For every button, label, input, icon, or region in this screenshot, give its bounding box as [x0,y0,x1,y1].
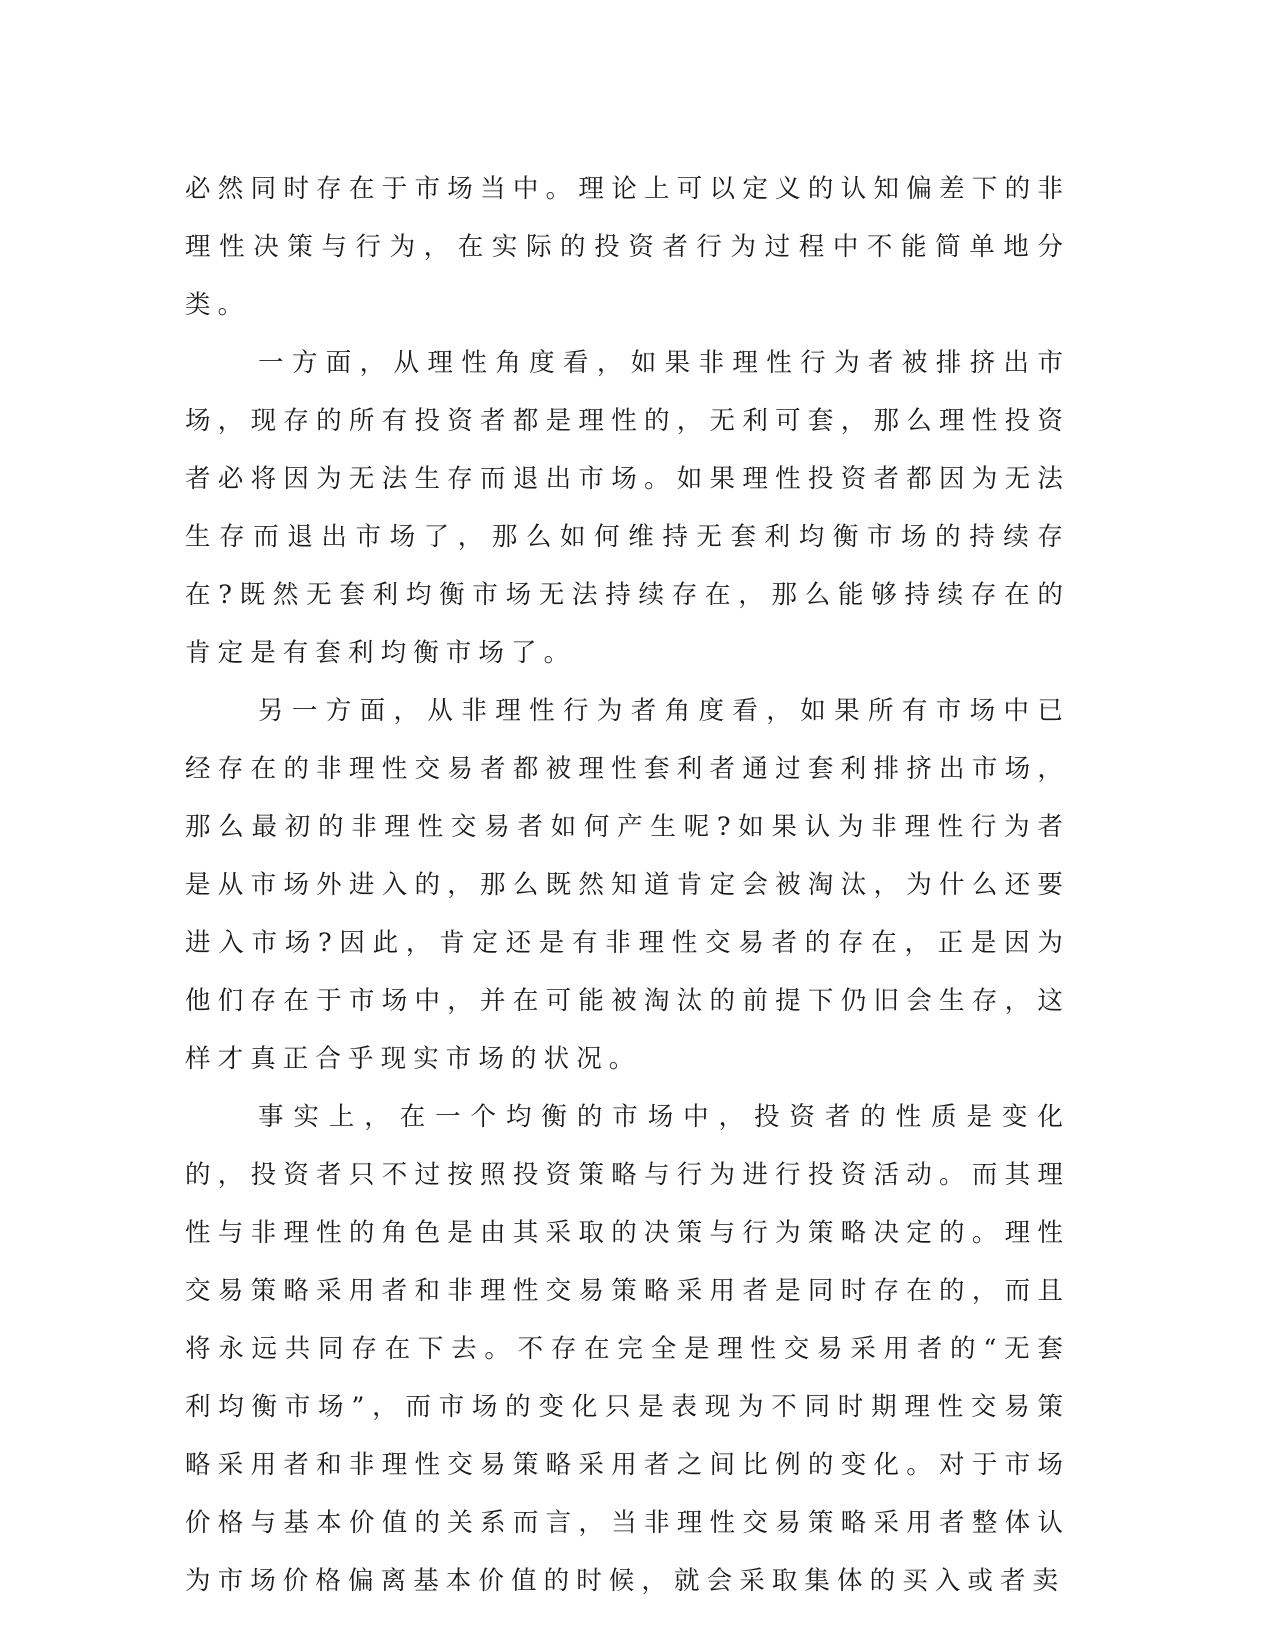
body-text [185,160,1070,1610]
paragraph-continued: 必然同时存在于市场当中。理论上可以定义的认知偏差下的非理性决策与行为，在实际的投资者行为过程中不能简单地分类。 [185,174,1070,320]
paragraph-market-equilibrium: 事实上，在一个均衡的市场中，投资者的性质是变化的，投资者只不过按照投资策略与行为进行投资活动。而其理性与非理性的角色是由其采取的决策与行为策略决定的。理性交易策略采用者和非理性交易策略采用者是同时存在的，而且将永远共同存在下去。不存在完全是理性交易采用者的“无套利均衡市场”，而市场的变化只是表现为不同时期理性交易策略采用者和非理性交易策略采用者之间比例的变化。对于市场价格与基本价值的关系而言，当非理性交易策略采用者整体认为市场价格偏离基本价值的时候，就会采取集体的买入或者卖 [185,1102,1070,1596]
paragraph-irrational-perspective: 另一方面，从非理性行为者角度看，如果所有市场中已经存在的非理性交易者都被理性套利者通过套利排挤出市场，那么最初的非理性交易者如何产生呢?如果认为非理性行为者是从市场外进入的，那么既然知道肯定会被淘汰，为什么还要进入市场?因此，肯定还是有非理性交易者的存在，正是因为他们存在于市场中，并在可能被淘汰的前提下仍旧会生存，这样才真正合乎现实市场的状况。 [185,696,1070,1074]
paragraph-rational-perspective: 一方面，从理性角度看，如果非理性行为者被排挤出市场，现存的所有投资者都是理性的，无利可套，那么理性投资者必将因为无法生存而退出市场。如果理性投资者都因为无法生存而退出市场了，那么如何维持无套利均衡市场的持续存在?既然无套利均衡市场无法持续存在，那么能够持续存在的肯定是有套利均衡市场了。 [185,348,1070,668]
